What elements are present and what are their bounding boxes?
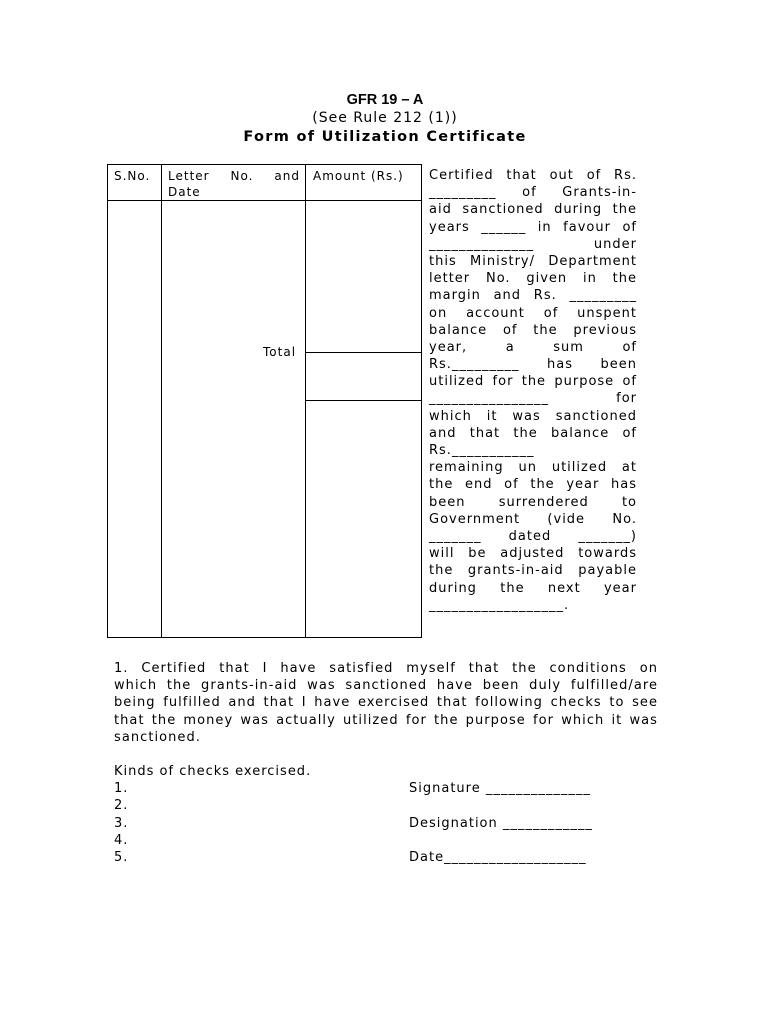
check-item: 3. — [114, 815, 129, 831]
paragraph-line: the end of the year has — [429, 477, 637, 493]
paragraph-line: __________________. — [429, 597, 570, 613]
paragraph-line: which it was sanctioned — [429, 408, 637, 424]
certification-paragraph — [114, 660, 658, 746]
table-column-divider — [305, 165, 306, 637]
column-header-sno: S.No. — [114, 169, 151, 183]
paragraph-line: years ______ in favour of — [429, 219, 637, 235]
paragraph-line: aid sanctioned during the — [429, 202, 637, 218]
paragraph-line: letter No. given in the — [429, 271, 637, 287]
paragraph-line: on account of unspent — [429, 305, 637, 321]
paragraph-line: 1. Certified that I have satisfied myself that the conditions on — [114, 661, 658, 676]
table-header-divider — [108, 200, 305, 201]
paragraph-line: that the money was actually utilized for the purpose for which it was — [114, 712, 658, 728]
form-code-title: GFR 19 – A — [346, 92, 424, 108]
total-label: Total — [263, 345, 297, 359]
paragraph-line: Certified that out of Rs. — [429, 168, 637, 183]
paragraph-line: ________________ for — [429, 391, 637, 407]
paragraph-line: margin and Rs. _________ — [429, 288, 637, 304]
paragraph-line: will be adjusted towards — [429, 546, 637, 562]
paragraph-line: sanctioned. — [114, 729, 201, 745]
header-word: No. — [230, 169, 254, 183]
paragraph-line: been surrendered to — [429, 494, 637, 510]
signature-line: Signature ______________ — [409, 781, 591, 796]
utilization-table — [107, 164, 422, 638]
paragraph-line: balance of the previous — [429, 322, 637, 338]
date-line: Date___________________ — [409, 850, 587, 865]
column-header-amount: Amount (Rs.) — [313, 169, 404, 183]
column-header-letter-date — [168, 168, 300, 200]
paragraph-line: year, a sum of — [429, 339, 637, 355]
paragraph-line: Government (vide No. — [429, 511, 637, 527]
total-row-bottom-line — [305, 400, 422, 401]
paragraph-line: _______ dated _______) — [429, 528, 637, 544]
paragraph-line: and that the balance of — [429, 425, 637, 441]
paragraph-line: remaining un utilized at — [429, 460, 637, 476]
paragraph-line: the grants-in-aid payable — [429, 563, 637, 579]
paragraph-line: _________ of Grants-in- — [429, 185, 637, 201]
paragraph-line: this Ministry/ Department — [429, 253, 637, 269]
check-item: 2. — [114, 798, 129, 814]
checks-heading: Kinds of checks exercised. — [114, 764, 312, 779]
header-word: and — [274, 169, 300, 183]
check-item: 1. — [114, 781, 129, 797]
header-word: Date — [168, 185, 201, 199]
header-word: Letter — [168, 169, 210, 183]
designation-line: Designation ____________ — [409, 816, 593, 831]
rule-reference: (See Rule 212 (1)) — [312, 110, 458, 126]
paragraph-line: ______________ under — [429, 236, 637, 252]
check-item: 4. — [114, 832, 129, 848]
paragraph-line: utilized for the purpose of — [429, 374, 637, 390]
paragraph-line: during the next year — [429, 580, 637, 596]
form-title: Form of Utilization Certificate — [243, 129, 527, 145]
paragraph-line: Rs._________ has been — [429, 357, 637, 373]
paragraph-line: Rs.___________ — [429, 443, 535, 458]
total-row-top-line — [305, 352, 422, 353]
certificate-paragraph — [429, 167, 637, 614]
paragraph-line: which the grants-in-aid was sanctioned have been duly fulfilled/are — [114, 678, 658, 694]
table-header-divider — [305, 200, 422, 201]
table-column-divider — [161, 165, 162, 637]
checks-section — [114, 763, 311, 866]
check-item: 5. — [114, 849, 129, 865]
paragraph-line: being fulfilled and that I have exercised that following checks to see — [114, 695, 658, 711]
